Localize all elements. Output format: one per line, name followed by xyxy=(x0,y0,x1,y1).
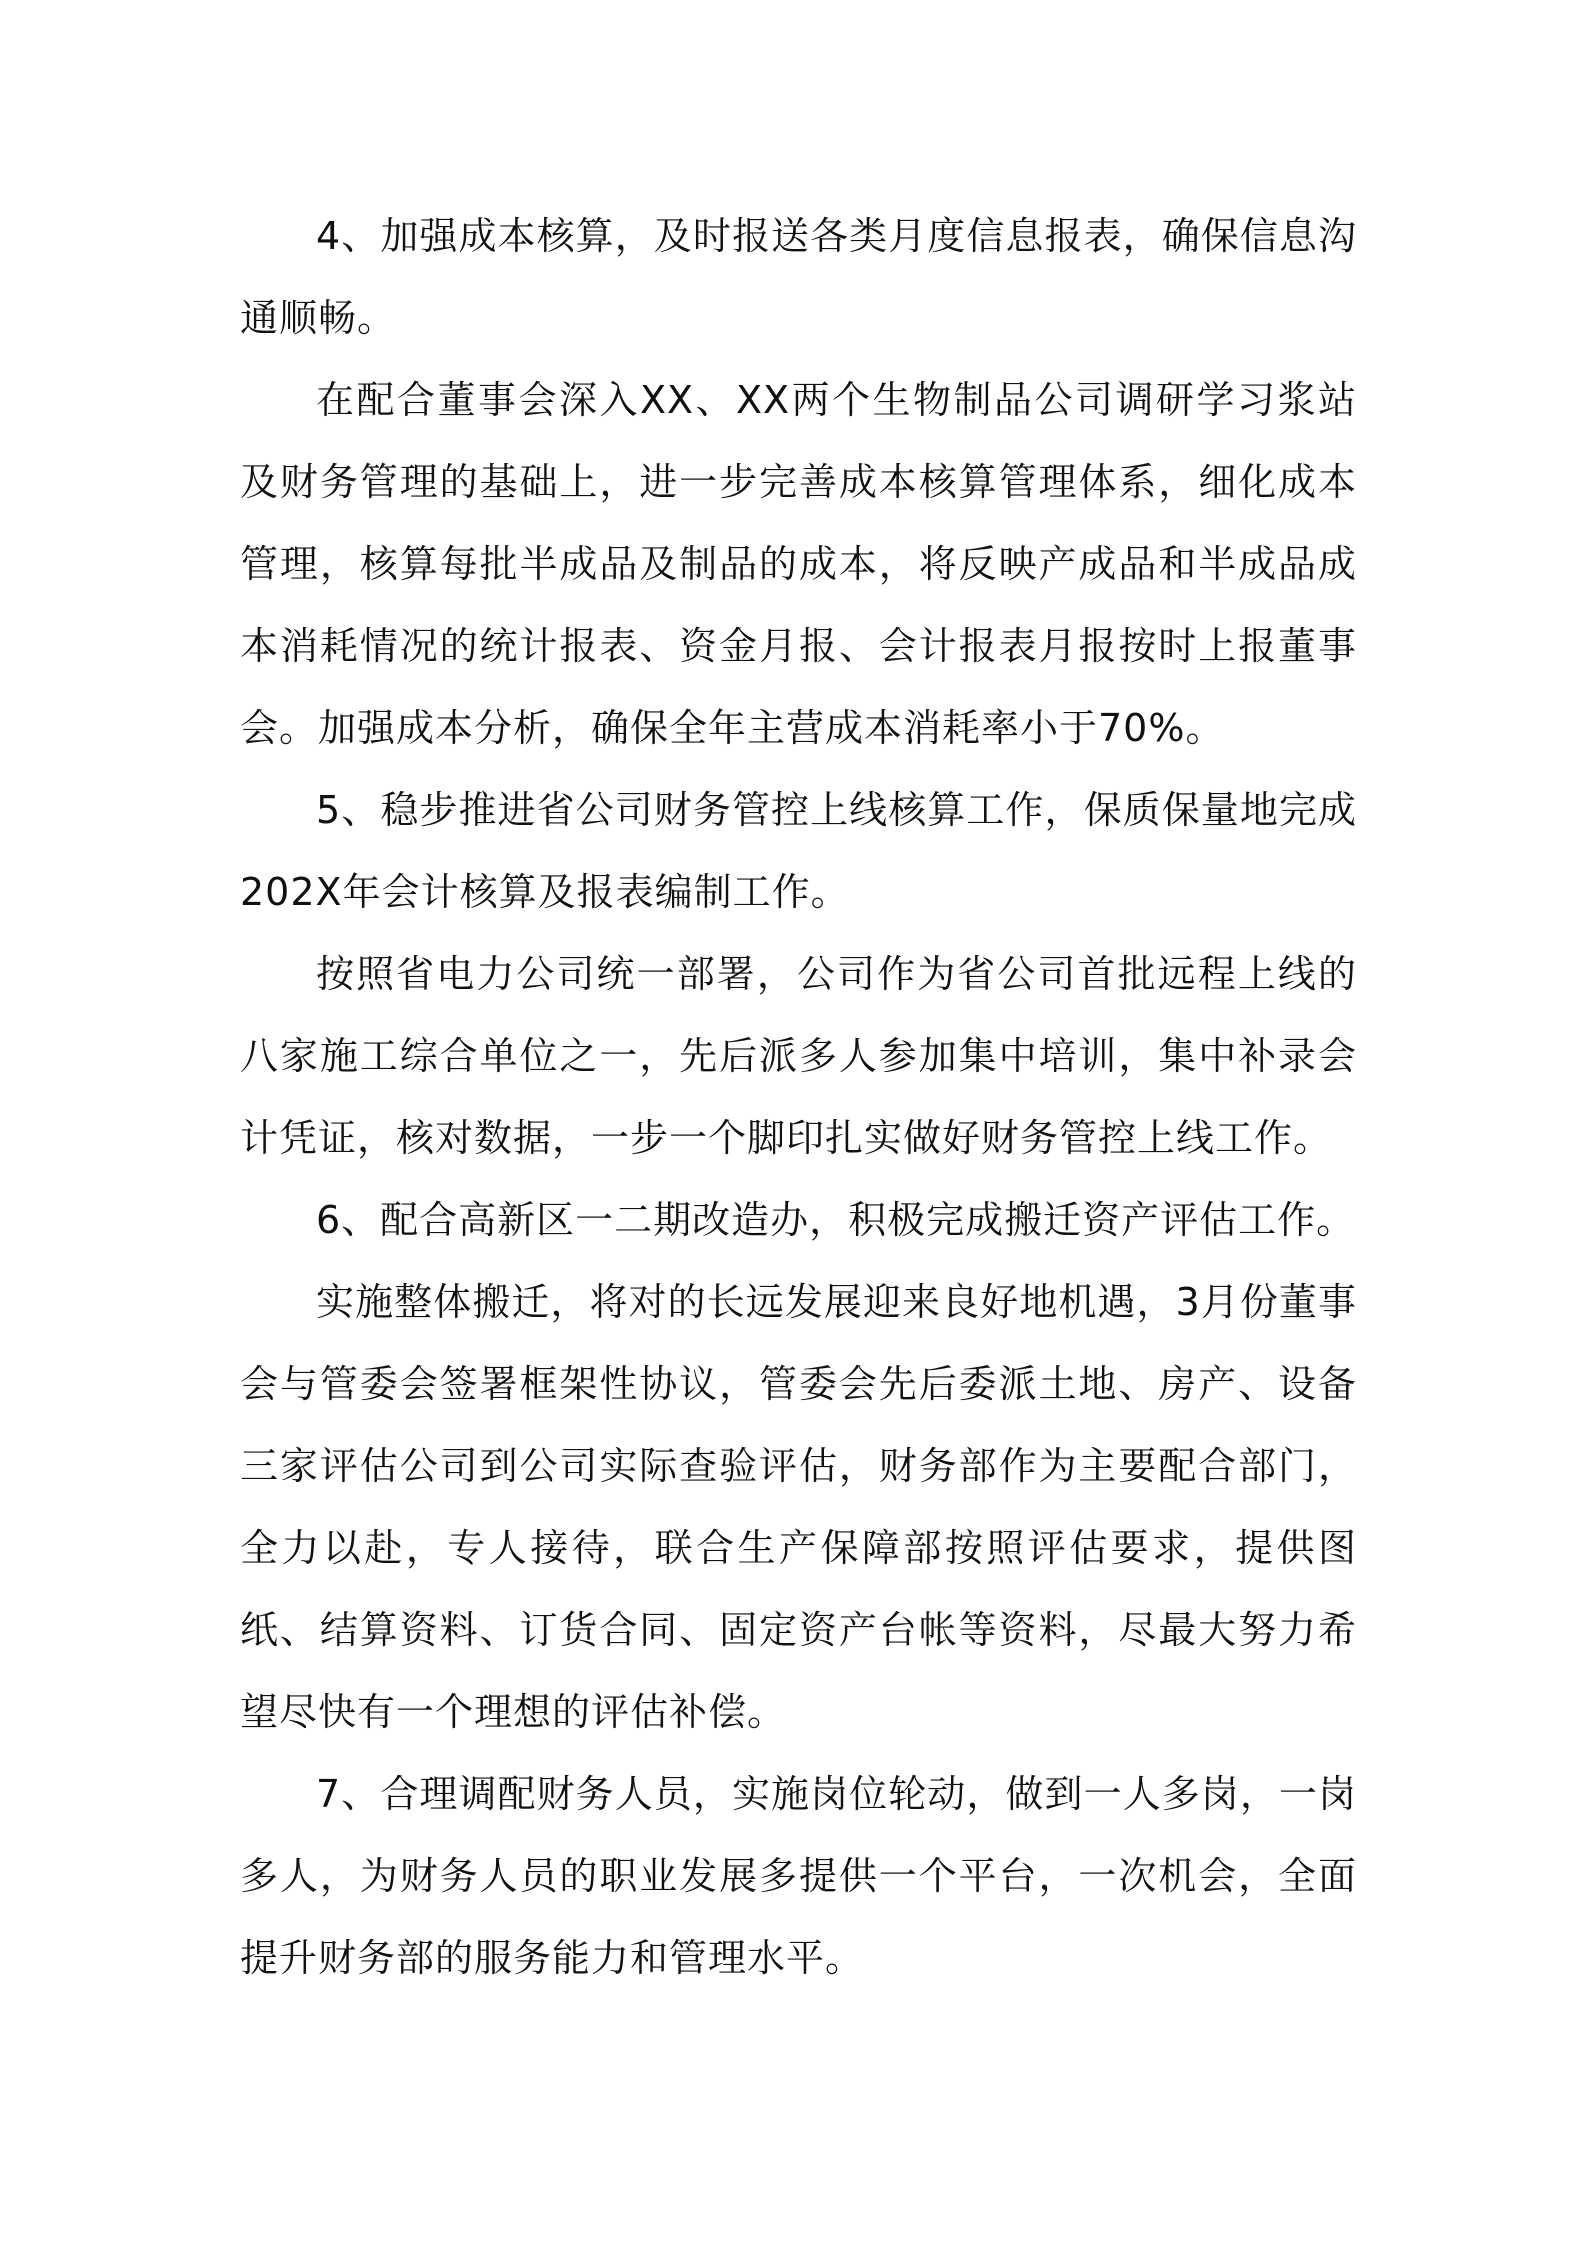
paragraph-online-accounting: 按照省电力公司统一部署，公司作为省公司首批远程上线的八家施工综合单位之一，先后派多人参加集中培训，集中补录会计凭证，核对数据，一步一个脚印扎实做好财务管控上线工作。 xyxy=(240,952,1357,1160)
paragraph-item-5: 5、稳步推进省公司财务管控上线核算工作，保质保量地完成202X年会计核算及报表编制工作。 xyxy=(240,788,1357,914)
paragraph-item-7: 7、合理调配财务人员，实施岗位轮动，做到一人多岗，一岗多人，为财务人员的职业发展多提供一个平台，一次机会，全面提升财务部的服务能力和管理水平。 xyxy=(240,1772,1357,1980)
paragraph-cost-accounting: 在配合董事会深入XX、XX两个生物制品公司调研学习浆站及财务管理的基础上，进一步完善成本核算管理体系，细化成本管理，核算每批半成品及制品的成本，将反映产成品和半成品成本消耗情况的统计报表、资金月报、会计报表月报按时上报董事会。加强成本分析，确保全年主营成本消耗率小于70%。 xyxy=(240,378,1357,750)
paragraph-item-4: 4、加强成本核算，及时报送各类月度信息报表，确保信息沟通顺畅。 xyxy=(240,214,1357,340)
document-body xyxy=(240,195,1357,1999)
paragraph-item-6: 6、配合高新区一二期改造办，积极完成搬迁资产评估工作。 xyxy=(316,1198,1356,1242)
paragraph-relocation: 实施整体搬迁，将对的长远发展迎来良好地机遇，3月份董事会与管委会签署框架性协议，管委会先后委派土地、房产、设备三家评估公司到公司实际查验评估，财务部作为主要配合部门，全力以赴，专人接待，联合生产保障部按照评估要求，提供图纸、结算资料、订货合同、固定资产台帐等资料，尽最大努力希望尽快有一个理想的评估补偿。 xyxy=(240,1280,1357,1734)
